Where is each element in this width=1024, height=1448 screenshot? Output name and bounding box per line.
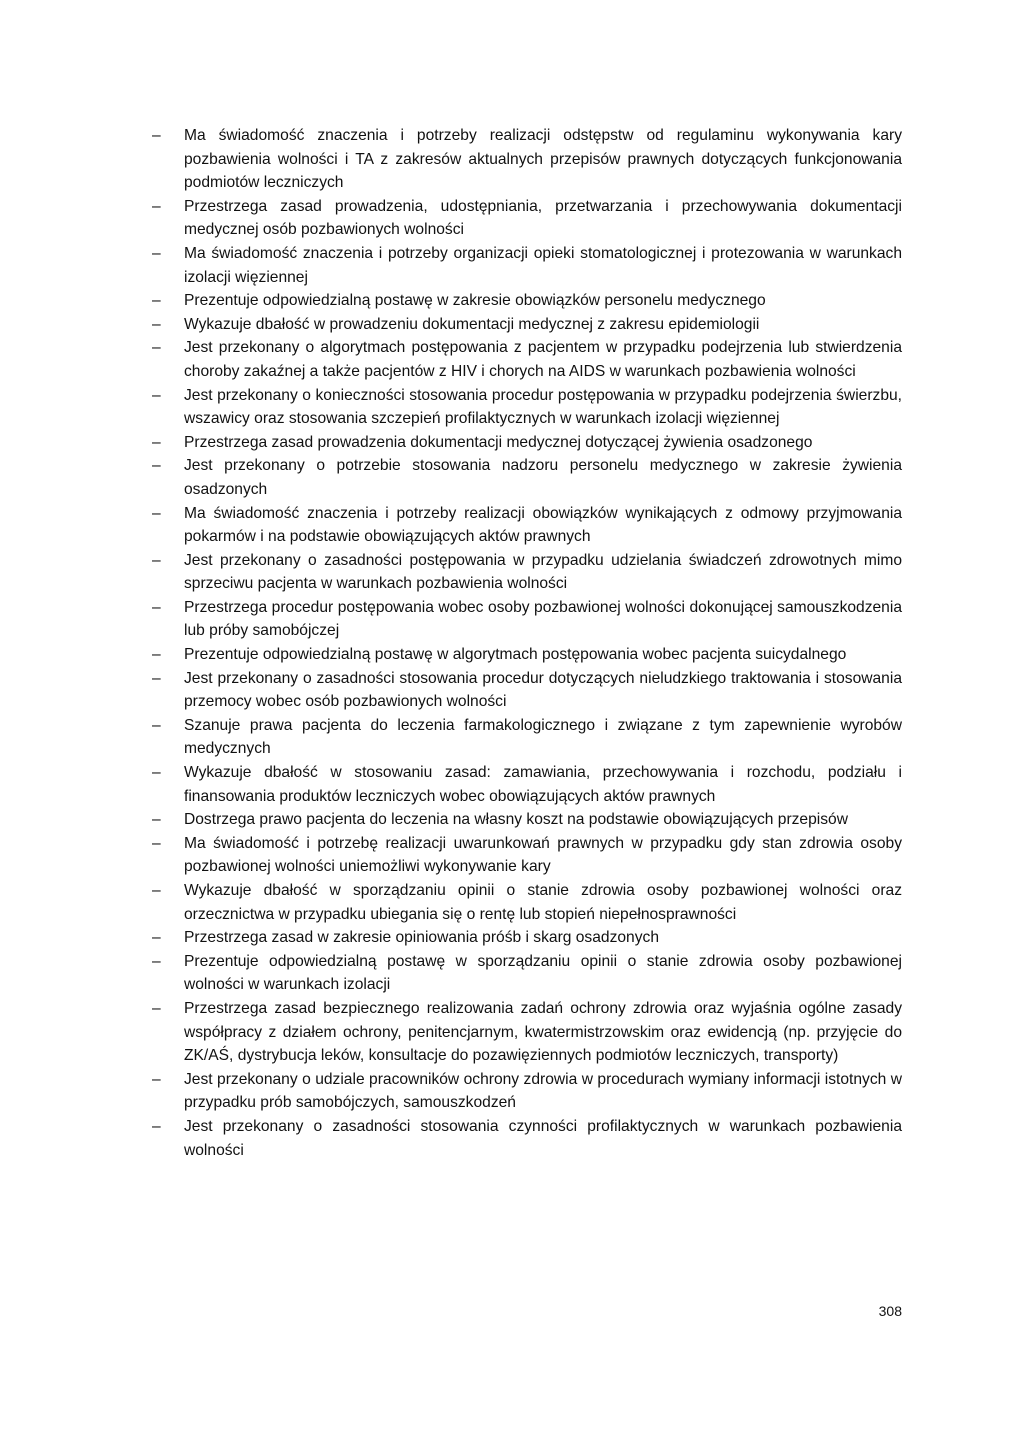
dash-bullet: –	[152, 1117, 161, 1135]
dash-bullet: –	[152, 811, 161, 829]
list-item	[152, 761, 902, 808]
list-item	[152, 289, 902, 313]
list-item-text: Prezentuje odpowiedzialną postawę w algorytmach postępowania wobec pacjenta suicydalnego	[184, 646, 847, 664]
list-item	[152, 242, 902, 289]
list-item	[152, 549, 902, 596]
dash-bullet: –	[152, 339, 161, 357]
dash-bullet: –	[152, 598, 161, 616]
dash-bullet: –	[152, 292, 161, 310]
dash-bullet: –	[152, 646, 161, 664]
list-item-text: Ma świadomość znaczenia i potrzeby realizacji obowiązków wynikających z odmowy przyjmowania pokarmów i na podstawie obowiązujących aktów prawnych	[184, 504, 902, 546]
list-item	[152, 808, 902, 832]
learning-outcomes-list	[152, 124, 902, 1162]
dash-bullet: –	[152, 127, 161, 144]
list-item-text: Jest przekonany o zasadności stosowania procedur dotyczących nieludzkiego traktowania i stosowania przemocy wobec osób pozbawionych wolności	[184, 669, 902, 711]
list-item-text: Jest przekonany o zasadności stosowania czynności profilaktycznych w warunkach pozbawienia wolności	[184, 1117, 902, 1159]
list-item-text: Przestrzega zasad prowadzenia, udostępniania, przetwarzania i przechowywania dokumentacji medycznej osób pozbawionych wolności	[184, 197, 902, 239]
list-item	[152, 502, 902, 549]
dash-bullet: –	[152, 882, 161, 899]
dash-bullet: –	[152, 386, 161, 404]
list-item-text: Przestrzega zasad prowadzenia dokumentacji medycznej dotyczącej żywienia osadzonego	[184, 433, 813, 451]
dash-bullet: –	[152, 764, 161, 782]
list-item-text: Jest przekonany o konieczności stosowania procedur postępowania w przypadku podejrzenia świerzbu, wszawicy oraz stosowania szczepień profilaktycznych w warunkach izolacji więziennej	[184, 386, 902, 428]
list-item-text: Wykazuje dbałość w prowadzeniu dokumentacji medycznej z zakresu epidemiologii	[184, 315, 760, 333]
dash-bullet: –	[152, 999, 161, 1017]
dash-bullet: –	[152, 551, 161, 569]
dash-bullet: –	[152, 1070, 161, 1088]
page-number: 308	[878, 1303, 902, 1319]
list-item-text: Przestrzega procedur postępowania wobec osoby pozbawionej wolności dokonującej samouszkodzenia lub próby samobójczej	[184, 598, 902, 640]
list-item	[152, 643, 902, 667]
list-item-text: Jest przekonany o algorytmach postępowania z pacjentem w przypadku podejrzenia lub stwierdzenia choroby zakaźnej a także pacjentów z HIV i chorych na AIDS w warunkach pozbawienia wolności	[184, 339, 902, 380]
dash-bullet: –	[152, 504, 161, 522]
dash-bullet: –	[152, 952, 161, 970]
list-item	[152, 997, 902, 1068]
dash-bullet: –	[152, 457, 161, 475]
dash-bullet: –	[152, 197, 161, 215]
list-item-text: Ma świadomość znaczenia i potrzeby organizacji opieki stomatologicznej i protezowania w warunkach izolacji więziennej	[184, 244, 902, 286]
list-item-text: Prezentuje odpowiedzialną postawę w sporządzaniu opinii o stanie zdrowia osoby pozbawionej wolności w warunkach izolacji	[184, 952, 902, 994]
list-item	[152, 926, 902, 950]
list-item	[152, 195, 902, 242]
list-item	[152, 832, 902, 879]
list-item	[152, 336, 902, 383]
list-item	[152, 1068, 902, 1115]
dash-bullet: –	[152, 929, 161, 947]
list-item-text: Przestrzega zasad bezpiecznego realizowania zadań ochrony zdrowia oraz wyjaśnia ogólne zasady współpracy z działem ochrony, penitencjarnym, kwatermistrzowskim oraz ewidencją (np. przyjęcie do ZK/AŚ, dystrybucja leków, konsultacje do pozawięziennych podmiotów leczniczych, transporty)	[184, 999, 902, 1065]
dash-bullet: –	[152, 834, 161, 852]
dash-bullet: –	[152, 669, 161, 687]
list-item	[152, 714, 902, 761]
dash-bullet: –	[152, 315, 161, 333]
list-item	[152, 384, 902, 431]
list-item-text: Jest przekonany o udziale pracowników ochrony zdrowia w procedurach wymiany informacji istotnych w przypadku prób samobójczych, samouszkodzeń	[184, 1070, 902, 1112]
list-item-text: Wykazuje dbałość w sporządzaniu opinii o stanie zdrowia osoby pozbawionej wolności oraz orzecznictwa w przypadku ubiegania się o rentę lub stopień niepełnosprawności	[184, 882, 902, 923]
list-item-text: Ma świadomość i potrzebę realizacji uwarunkowań prawnych w przypadku gdy stan zdrowia osoby pozbawionej wolności uniemożliwi wykonywanie kary	[184, 834, 902, 876]
list-item	[152, 950, 902, 997]
list-item-text: Dostrzega prawo pacjenta do leczenia na własny koszt na podstawie obowiązujących przepisów	[184, 811, 848, 829]
list-item	[152, 879, 902, 926]
list-item-text: Ma świadomość znaczenia i potrzeby realizacji odstępstw od regulaminu wykonywania kary pozbawienia wolności i TA z zakresów aktualnych przepisów prawnych dotyczących funkcjonowania podmiotów leczniczych	[184, 127, 902, 192]
list-item	[152, 667, 902, 714]
list-item-text: Szanuje prawa pacjenta do leczenia farmakologicznego i związane z tym zapewnienie wyrobów medycznych	[184, 716, 902, 758]
list-item	[152, 313, 902, 337]
dash-bullet: –	[152, 716, 161, 734]
list-item	[152, 431, 902, 455]
list-item-text: Jest przekonany o zasadności postępowania w przypadku udzielania świadczeń zdrowotnych mimo sprzeciwu pacjenta w warunkach pozbawienia wolności	[184, 551, 902, 593]
dash-bullet: –	[152, 433, 161, 451]
list-item-text: Wykazuje dbałość w stosowaniu zasad: zamawiania, przechowywania i rozchodu, podziału i finansowania produktów leczniczych wobec obowiązujących aktów prawnych	[184, 764, 902, 805]
list-item	[152, 1115, 902, 1162]
list-item-text: Przestrzega zasad w zakresie opiniowania próśb i skarg osadzonych	[184, 929, 659, 947]
list-item	[152, 124, 902, 195]
dash-bullet: –	[152, 244, 161, 262]
list-item	[152, 454, 902, 501]
list-item-text: Prezentuje odpowiedzialną postawę w zakresie obowiązków personelu medycznego	[184, 292, 766, 310]
list-item-text: Jest przekonany o potrzebie stosowania nadzoru personelu medycznego w zakresie żywienia osadzonych	[184, 457, 902, 498]
list-item	[152, 596, 902, 643]
